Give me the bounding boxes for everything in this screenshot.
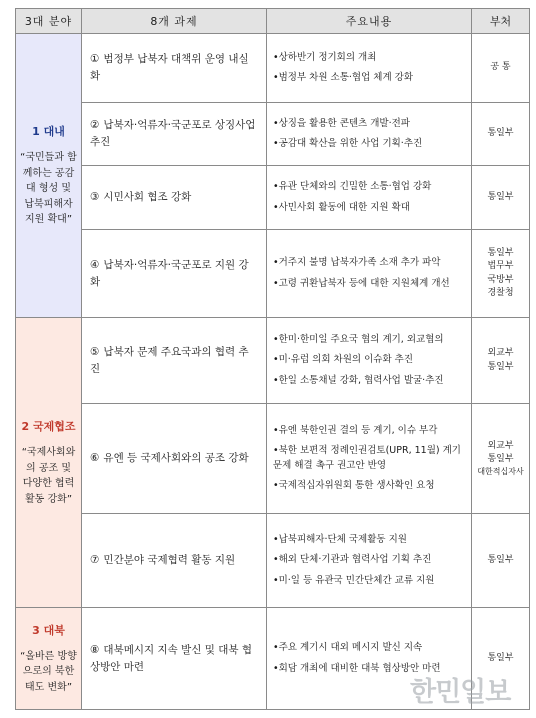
task-title: 시민사회 협조 강화 (103, 191, 192, 204)
task-cell (82, 608, 267, 710)
table-row (16, 404, 530, 514)
task-cell (82, 103, 267, 166)
table-row (16, 34, 530, 103)
dept-name: 통일부 (487, 652, 514, 663)
dept-name: 통일부 (487, 361, 514, 372)
dept-name: 외교부 (487, 440, 514, 451)
dept-name: 통일부 (487, 191, 514, 202)
content-line: •공감대 확산을 위한 사업 기획·추진 (273, 138, 423, 149)
task-cell (82, 166, 267, 230)
content-cell (267, 103, 472, 166)
task-title: 납북자 문제 주요국과의 협력 추진 (90, 345, 249, 375)
task-number: ⑥ (90, 452, 100, 465)
area-name: 1 대내 (32, 125, 65, 139)
dept-cell (472, 318, 530, 404)
content-line: •사민사회 활동에 대한 지원 확대 (273, 201, 410, 213)
task-title: 민간분야 국제협력 활동 지원 (103, 554, 236, 567)
task-cell (82, 404, 267, 514)
task-number: ② (90, 119, 100, 132)
content-cell (267, 166, 472, 230)
watermark-logo: 한민일보 (410, 677, 511, 708)
task-title: 범정부 납북자 대책위 운영 내실화 (90, 53, 249, 82)
task-title: 대북메시지 지속 발신 및 대북 협상방안 마련 (90, 643, 252, 673)
dept-name: 통일부 (487, 128, 514, 139)
header-area: 3대 분야 (16, 9, 82, 34)
content-line: •유관 단체와의 긴밀한 소통·협업 강화 (273, 181, 432, 193)
policy-table (15, 8, 530, 710)
task-number: ⑦ (90, 554, 100, 567)
content-cell (267, 230, 472, 318)
header-content: 주요내용 (267, 9, 472, 34)
table-row (16, 514, 530, 608)
header-dept: 부처 (472, 9, 530, 34)
content-line: •한일 소통채널 강화, 협력사업 발굴·추진 (273, 374, 444, 386)
area-cell-north-korea (16, 608, 82, 710)
task-cell (82, 230, 267, 318)
task-title: 납북자·억류자·국군포로 지원 강화 (90, 258, 249, 288)
dept-name: 법무부 (487, 261, 514, 272)
content-line: •상하반기 정기회의 개최 (273, 51, 377, 63)
area-description: “국민들과 함께하는 공감대 형성 및 납북피해자 지원 확대” (20, 152, 77, 226)
task-number: ⑧ (90, 643, 100, 656)
dept-name: 공 통 (490, 62, 511, 73)
content-line: •주요 계기시 대외 메시지 발신 지속 (273, 642, 423, 654)
dept-name: 통일부 (487, 453, 514, 464)
content-line: •국제적십자위원회 통한 생사확인 요청 (273, 479, 435, 491)
content-line: •상징을 활용한 콘텐츠 개발·전파 (273, 117, 410, 129)
dept-cell (472, 166, 530, 230)
dept-name: 국방부 (487, 274, 514, 285)
content-cell (267, 34, 472, 103)
area-name: 3 대북 (32, 623, 65, 637)
area-cell-domestic (16, 34, 82, 318)
dept-name: 대한적십자사 (477, 466, 524, 476)
table-row (16, 318, 530, 404)
task-cell (82, 34, 267, 103)
task-cell (82, 514, 267, 608)
header-row (16, 9, 530, 34)
area-description: “국제사회와의 공조 및 다양한 협력 활동 강화” (21, 447, 76, 505)
dept-cell (472, 230, 530, 318)
dept-cell (472, 34, 530, 103)
dept-name: 통일부 (487, 554, 514, 565)
area-cell-international (16, 318, 82, 608)
table-row (16, 166, 530, 230)
content-line: •유엔 북한인권 결의 등 계기, 이슈 부각 (273, 425, 438, 436)
content-line: •회담 개최에 대비한 대북 협상방안 마련 (273, 662, 441, 674)
table-row (16, 103, 530, 166)
task-number: ① (90, 53, 100, 66)
header-task: 8개 과제 (82, 9, 267, 34)
content-cell (267, 318, 472, 404)
content-line: •북한 보편적 정례인권검토(UPR, 11월) 계기 문제 해결 촉구 권고안 반영 (273, 445, 461, 471)
task-number: ⑤ (90, 345, 100, 358)
content-cell (267, 514, 472, 608)
content-line: •해외 단체·기관과 협력사업 기획 추진 (273, 554, 432, 566)
task-number: ④ (90, 258, 100, 271)
task-number: ③ (90, 191, 100, 204)
table-row (16, 230, 530, 318)
area-description: “올바른 방향으로의 북한태도 변화” (20, 650, 77, 693)
dept-cell (472, 404, 530, 514)
task-cell (82, 318, 267, 404)
task-title: 유엔 등 국제사회와의 공조 강화 (103, 452, 249, 465)
area-name: 2 국제협조 (21, 419, 76, 433)
dept-cell (472, 103, 530, 166)
content-line: •범정부 차원 소통·협업 체계 강화 (273, 72, 414, 83)
content-line: •거주지 불명 납북자가족 소재 추가 파악 (273, 257, 441, 269)
content-line: •한미·한미일 주요국 협의 계기, 외교협의 (273, 334, 444, 346)
content-line: •미·일 등 유관국 민간단체간 교류 지원 (273, 574, 435, 586)
content-line: •미·유럽 의회 차원의 이슈화 추진 (273, 354, 414, 366)
dept-name: 외교부 (487, 348, 514, 359)
content-line: •고령 귀환납북자 등에 대한 지원체계 개선 (273, 277, 450, 289)
dept-cell (472, 514, 530, 608)
dept-name: 통일부 (487, 248, 514, 259)
task-title: 납북자·억류자·국군포로 상징사업 추진 (90, 119, 256, 148)
dept-name: 경찰청 (487, 287, 514, 298)
content-line: •납북피해자·단체 국제활동 지원 (273, 534, 407, 546)
content-cell (267, 404, 472, 514)
